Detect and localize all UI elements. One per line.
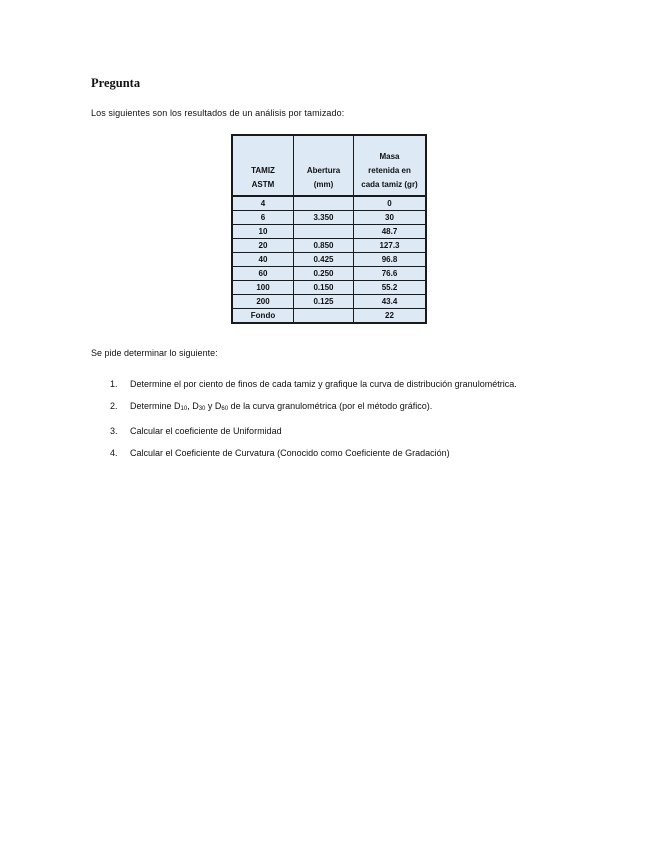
list-item bbox=[110, 445, 564, 461]
table-row bbox=[232, 225, 426, 239]
cell-opening bbox=[294, 225, 354, 239]
cell-sieve: 60 bbox=[232, 267, 294, 281]
list-item bbox=[110, 376, 564, 392]
list-item-text: Determine $D_{10}$, $D_{30}$ y $D_{60}$ de la curva granulométrica (por el método gráfico). bbox=[130, 401, 433, 412]
list-item-text: Calcular el Coeficiente de Curvatura (Conocido como Coeficiente de Gradación) bbox=[130, 448, 450, 458]
header-mass: Masa retenida en cada tamiz (gr) bbox=[354, 135, 427, 196]
list-item-number: 2. bbox=[110, 401, 118, 411]
table-row bbox=[232, 211, 426, 225]
cell-sieve: 100 bbox=[232, 281, 294, 295]
header-opening: Abertura (mm) bbox=[294, 135, 354, 196]
cell-mass: 48.7 bbox=[354, 225, 427, 239]
tasks-lead-text: Se pide determinar lo siguiente: bbox=[91, 348, 218, 358]
cell-opening: 0.125 bbox=[294, 295, 354, 309]
cell-opening bbox=[294, 196, 354, 211]
cell-opening: 0.850 bbox=[294, 239, 354, 253]
table-row bbox=[232, 281, 426, 295]
cell-opening: 0.250 bbox=[294, 267, 354, 281]
header-sieve: TAMIZ ASTM bbox=[232, 135, 294, 196]
table-row bbox=[232, 196, 426, 211]
cell-mass: 76.6 bbox=[354, 267, 427, 281]
cell-sieve: 6 bbox=[232, 211, 294, 225]
cell-sieve: Fondo bbox=[232, 309, 294, 324]
sieve-analysis-table bbox=[231, 134, 427, 324]
cell-mass: 96.8 bbox=[354, 253, 427, 267]
cell-mass: 22 bbox=[354, 309, 427, 324]
table-header-row bbox=[232, 135, 426, 196]
cell-sieve: 20 bbox=[232, 239, 294, 253]
intro-paragraph: Los siguientes son los resultados de un análisis por tamizado: bbox=[91, 108, 345, 118]
cell-sieve: 40 bbox=[232, 253, 294, 267]
cell-sieve: 4 bbox=[232, 196, 294, 211]
table-row bbox=[232, 253, 426, 267]
cell-sieve: 10 bbox=[232, 225, 294, 239]
cell-opening: 0.425 bbox=[294, 253, 354, 267]
list-item bbox=[110, 423, 564, 439]
cell-mass: 55.2 bbox=[354, 281, 427, 295]
cell-opening bbox=[294, 309, 354, 324]
cell-mass: 127.3 bbox=[354, 239, 427, 253]
cell-opening: 3.350 bbox=[294, 211, 354, 225]
table-row bbox=[232, 239, 426, 253]
list-item-number: 1. bbox=[110, 379, 118, 389]
table-row bbox=[232, 267, 426, 281]
list-item-text: Determine el por ciento de finos de cada tamiz y grafique la curva de distribución granulométrica. bbox=[130, 379, 517, 389]
cell-opening: 0.150 bbox=[294, 281, 354, 295]
list-item bbox=[110, 398, 564, 417]
cell-mass: 30 bbox=[354, 211, 427, 225]
list-item-number: 4. bbox=[110, 448, 118, 458]
table-row bbox=[232, 309, 426, 324]
tasks-list bbox=[110, 376, 564, 467]
section-heading: Pregunta bbox=[91, 76, 141, 90]
cell-mass: 43.4 bbox=[354, 295, 427, 309]
table-row bbox=[232, 295, 426, 309]
cell-mass: 0 bbox=[354, 196, 427, 211]
list-item-number: 3. bbox=[110, 426, 118, 436]
cell-sieve: 200 bbox=[232, 295, 294, 309]
list-item-text: Calcular el coeficiente de Uniformidad bbox=[130, 426, 282, 436]
